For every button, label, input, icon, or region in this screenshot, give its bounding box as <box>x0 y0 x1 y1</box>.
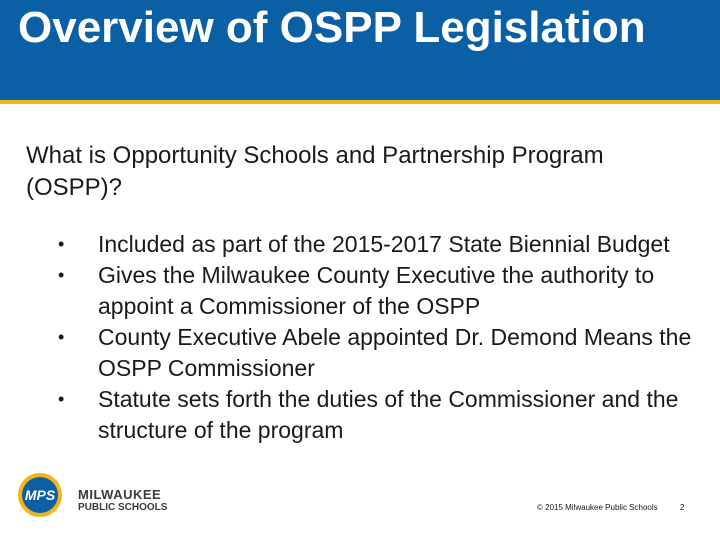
bullet-text: County Executive Abele appointed Dr. Demond Means the OSPP Commissioner <box>98 324 692 381</box>
banner-accent-line <box>0 100 720 104</box>
bullet-text: Included as part of the 2015-2017 State Biennial Budget <box>98 231 670 257</box>
logo-text-public-schools: PUBLIC SCHOOLS <box>78 502 168 513</box>
mps-logo <box>18 473 178 521</box>
bullet-dot-icon: • <box>58 234 65 254</box>
bullet-dot-icon: • <box>58 327 65 347</box>
bullet-item <box>58 260 708 322</box>
mps-logo-mark <box>18 473 62 517</box>
bullet-dot-icon: • <box>58 389 65 409</box>
bullet-list <box>58 229 708 446</box>
bullet-item <box>58 229 708 260</box>
copyright-text: © 2015 Milwaukee Public Schools <box>537 503 658 512</box>
mps-logo-initials: MPS <box>22 477 58 513</box>
bullet-item <box>58 384 708 446</box>
logo-text-milwaukee: MILWAUKEE <box>78 487 162 502</box>
bullet-text: Gives the Milwaukee County Executive the authority to appoint a Commissioner of the OSPP <box>98 262 655 319</box>
page-number: 2 <box>680 503 685 512</box>
bullet-text: Statute sets forth the duties of the Commissioner and the structure of the program <box>98 386 679 443</box>
question-text: What is Opportunity Schools and Partnership Program (OSPP)? <box>26 142 604 201</box>
bullet-item <box>58 322 708 384</box>
bullet-dot-icon: • <box>58 265 65 285</box>
slide-title: Overview of OSPP Legislation <box>18 3 646 52</box>
